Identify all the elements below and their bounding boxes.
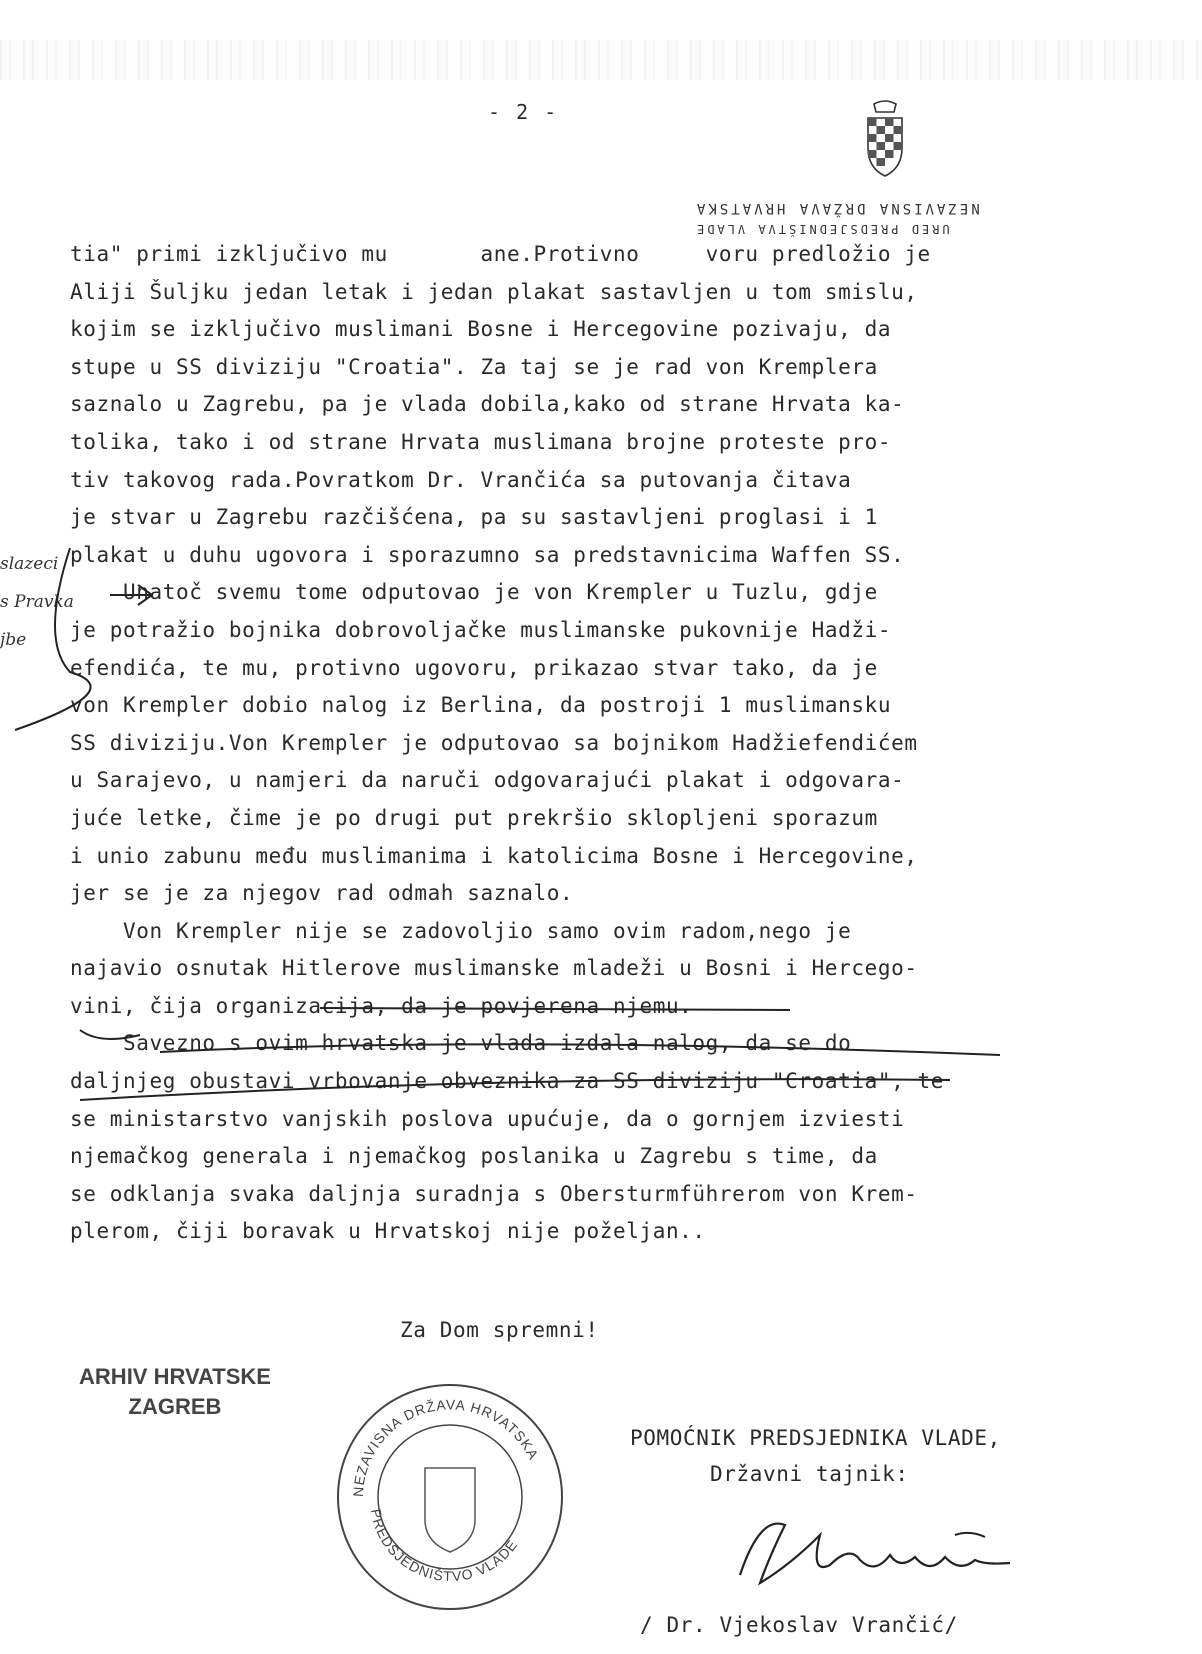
body-line: jer se je za njegov rad odmah saznalo.	[70, 881, 574, 906]
archive-stamp-line: ARHIV HRVATSKE	[79, 1364, 271, 1389]
closing-salutation: Za Dom spremni!	[400, 1318, 599, 1342]
signatory-subtitle: Državni tajnik:	[710, 1462, 909, 1486]
body-line: je potražio bojnika dobrovoljačke muslimanske pukovnije Hadži-	[70, 617, 892, 642]
body-line: tia" primi izključivo mu ane.Protivno voru predložio je	[70, 242, 931, 266]
seal-ring-text: PREDSJEDNIŠTVO VLADE	[367, 1507, 521, 1585]
margin-note: s Pravka	[0, 592, 74, 612]
body-line: vini, čija organizacija, da je povjerena njemu.	[70, 993, 693, 1018]
institution-office: URED PREDSJEDNIŠTVA VLADE	[694, 222, 950, 236]
body-line: tolika, tako i od strane Hrvata muslimana brojne proteste pro-	[70, 429, 892, 454]
body-line: juće letke, čime je po drugi put prekršio sklopljeni sporazum	[70, 805, 878, 830]
signatory-name: / Dr. Vjekoslav Vrančić/	[640, 1613, 958, 1637]
body-line: SS diviziju.Von Krempler je odputovao sa bojnikom Hadžiefendićem	[70, 730, 918, 755]
body-line: najavio osnutak Hitlerove muslimanske mladeži u Bosni i Hercego-	[70, 956, 918, 981]
coat-of-arms-icon	[860, 100, 910, 180]
signature-block	[630, 1420, 1001, 1492]
body-line: Unatoč svemu tome odputovao je von Krempler u Tuzlu, gdje	[70, 580, 878, 605]
body-line: njemačkog generala i njemačkog poslanika u Zagrebu s time, da	[70, 1144, 878, 1169]
svg-text:PREDSJEDNIŠTVO VLADE	[368, 1508, 521, 1585]
body-line: Aliji Šuljku jedan letak i jedan plakat sastavljen u tom smislu,	[70, 279, 918, 304]
body-line: von Krempler dobio nalog iz Berlina, da postroji 1 muslimansku	[70, 693, 892, 718]
official-seal	[333, 1380, 568, 1615]
institution-name: NEZAVISNA DRŽAVA HRVATSKA	[694, 200, 980, 216]
body-line: se ministarstvo vanjskih poslova upućuje, da o gornjem izviesti	[70, 1106, 905, 1131]
page-number: - 2 -	[488, 100, 559, 124]
letter-body	[70, 236, 1080, 1251]
archive-stamp-line: ZAGREB	[128, 1394, 222, 1419]
handwritten-signature	[730, 1505, 1030, 1605]
signatory-title: POMOĆNIK PREDSJEDNIKA VLADE,	[630, 1426, 1001, 1450]
body-line: daljnjeg obustavi vrbovanje obveznika za SS diviziju "Croatia", te	[70, 1069, 945, 1094]
body-line: plakat u duhu ugovora i sporazumno sa predstavnicima Waffen SS.	[70, 542, 905, 567]
body-line: efendića, te mu, protivno ugovoru, prikazao stvar tako, da je	[70, 655, 878, 680]
seal-ring-text: NEZAVISNA DRŽAVA HRVATSKA	[349, 1396, 543, 1498]
body-line: i unio zabunu među muslimanima i katolicima Bosne i Hercegovine,	[70, 843, 918, 868]
body-line: stupe u SS diviziju "Croatia". Za taj se je rad von Kremplera	[70, 354, 878, 379]
body-line: saznalo u Zagrebu, pa je vlada dobila,kako od strane Hrvata ka-	[70, 392, 905, 417]
archive-stamp	[60, 1362, 290, 1422]
body-line: se odklanja svaka daljnja suradnja s Obersturmführerom von Krem-	[70, 1181, 918, 1206]
body-line: Savezno s ovim hrvatska je vlada izdala nalog, da se do	[70, 1031, 852, 1056]
margin-note: jbe	[0, 630, 27, 650]
body-line: plerom, čiji boravak u Hrvatskoj nije poželjan..	[70, 1219, 706, 1244]
margin-note: slazeci	[0, 554, 59, 574]
body-line: je stvar u Zagrebu razčišćena, pa su sastavljeni proglasi i 1	[70, 505, 878, 530]
body-line: Von Krempler nije se zadovoljio samo ovim radom,nego je	[70, 918, 852, 943]
body-line: kojim se izključivo muslimani Bosne i Hercegovine pozivaju, da	[70, 317, 892, 342]
body-line: tiv takovog rada.Povratkom Dr. Vrančića sa putovanja čitava	[70, 467, 852, 492]
body-line: u Sarajevo, u namjeri da naruči odgovarajući plakat i odgovara-	[70, 768, 905, 793]
scan-artifact-strip	[0, 40, 1202, 80]
